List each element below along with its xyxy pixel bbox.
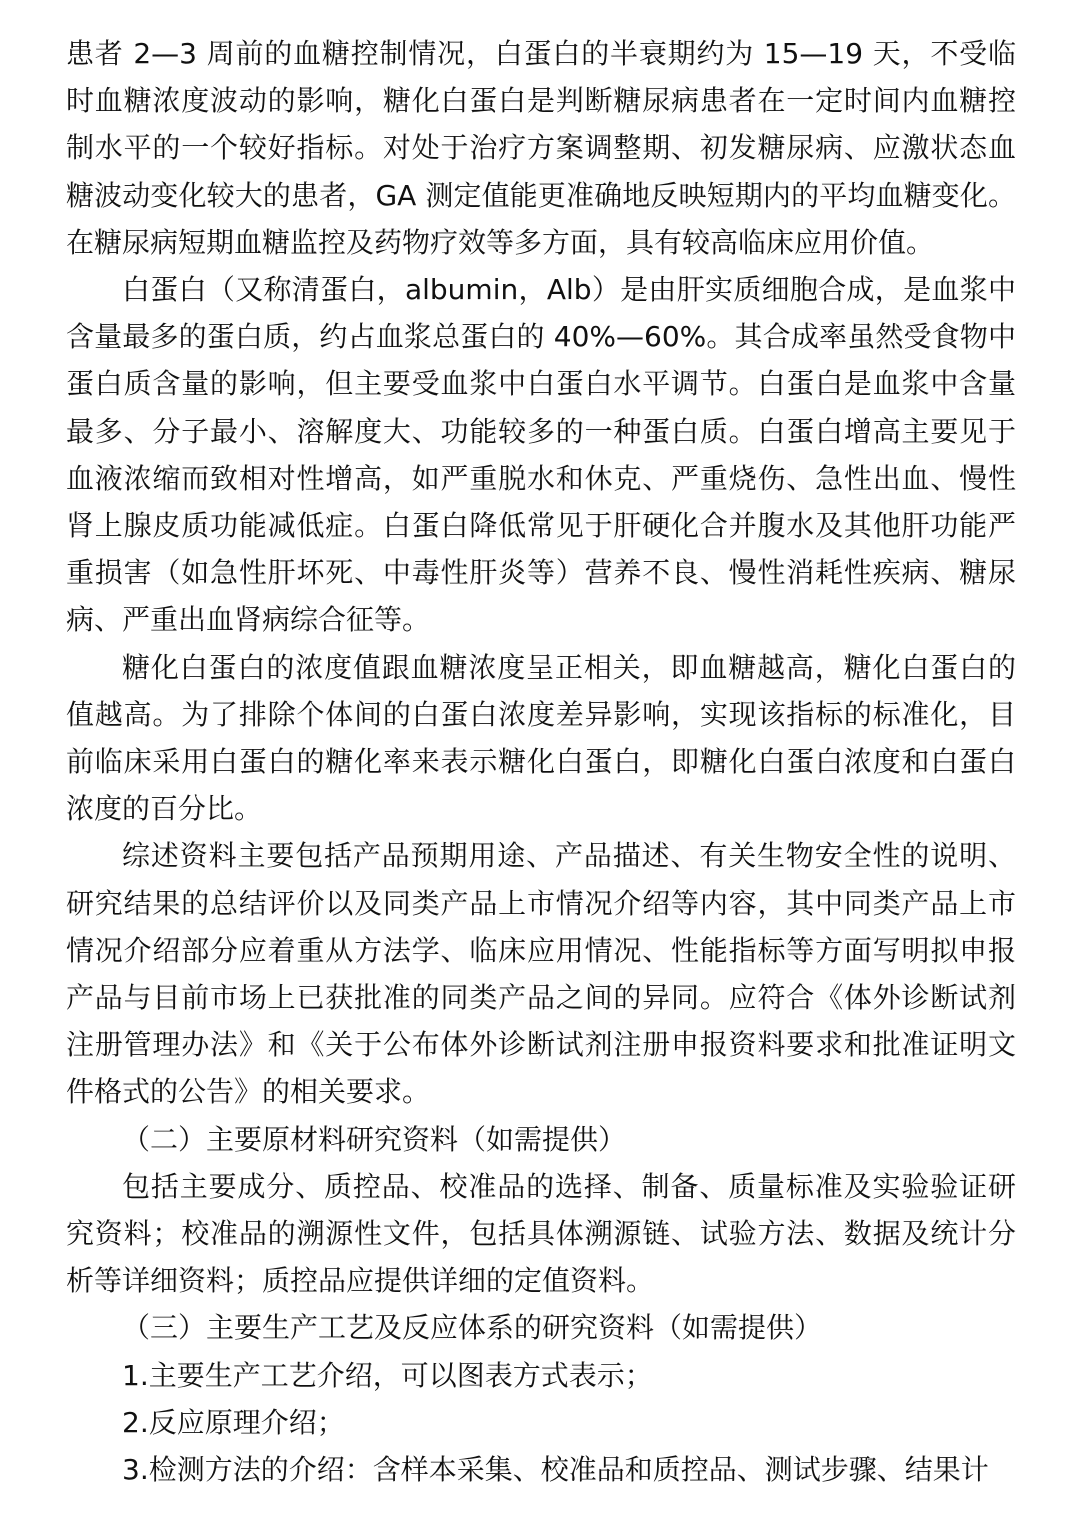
paragraph-raw-materials: 包括主要成分、质控品、校准品的选择、制备、质量标准及实验验证研究资料；校准品的溯源性文件，包括具体溯源链、试验方法、数据及统计分析等详细资料；质控品应提供详细的定值资料。 — [66, 1169, 1016, 1298]
section-heading-production-process: （三）主要生产工艺及反应体系的研究资料（如需提供） — [122, 1311, 823, 1345]
paragraph-ga-intro: 患者 2—3 周前的血糖控制情况，白蛋白的半衰期约为 15—19 天，不受临时血糖浓度波动的影响，糖化白蛋白是判断糖尿病患者在一定时间内血糖控制水平的一个较好指标。对处于治疗方案调整期、初发糖尿病、应激状态血糖波动变化较大的患者，GA 测定值能更准确地反映短期内的平均血糖变化。在糖尿病短期血糖监控及药物疗效等多方面，具有较高临床应用价值。 — [66, 37, 1016, 259]
document-page — [66, 30, 1016, 1493]
list-item-reaction-principle: 2.反应原理介绍； — [122, 1405, 345, 1439]
paragraph-glycated-albumin: 糖化白蛋白的浓度值跟血糖浓度呈正相关，即血糖越高，糖化白蛋白的值越高。为了排除个体间的白蛋白浓度差异影响，实现该指标的标准化，目前临床采用白蛋白的糖化率来表示糖化白蛋白，即糖化白蛋白浓度和白蛋白浓度的百分比。 — [66, 650, 1016, 826]
paragraph-summary-materials: 综述资料主要包括产品预期用途、产品描述、有关生物安全性的说明、研究结果的总结评价以及同类产品上市情况介绍等内容，其中同类产品上市情况介绍部分应着重从方法学、临床应用情况、性能指标等方面写明拟申报产品与目前市场上已获批准的同类产品之间的异同。应符合《体外诊断试剂注册管理办法》和《关于公布体外诊断试剂注册申报资料要求和批准证明文件格式的公告》的相关要求。 — [66, 839, 1016, 1109]
section-heading-raw-materials: （二）主要原材料研究资料（如需提供） — [122, 1122, 627, 1156]
paragraph-albumin: 白蛋白（又称清蛋白，albumin，Alb）是由肝实质细胞合成，是血浆中含量最多的蛋白质，约占血浆总蛋白的 40%—60%。其合成率虽然受食物中蛋白质含量的影响，但主要受血浆中白蛋白水平调节。白蛋白是血浆中含量最多、分子最小、溶解度大、功能较多的一种蛋白质。白蛋白增高主要见于血液浓缩而致相对性增高，如严重脱水和休克、严重烧伤、急性出血、慢性肾上腺皮质功能减低症。白蛋白降低常见于肝硬化合并腹水及其他肝功能严重损害（如急性肝坏死、中毒性肝炎等）营养不良、慢性消耗性疾病、糖尿病、严重出血肾病综合征等。 — [66, 273, 1016, 637]
list-item-production-process: 1.主要生产工艺介绍，可以图表方式表示； — [122, 1358, 653, 1392]
list-item-detection-method: 3.检测方法的介绍：含样本采集、校准品和质控品、测试步骤、结果计 — [122, 1453, 989, 1487]
